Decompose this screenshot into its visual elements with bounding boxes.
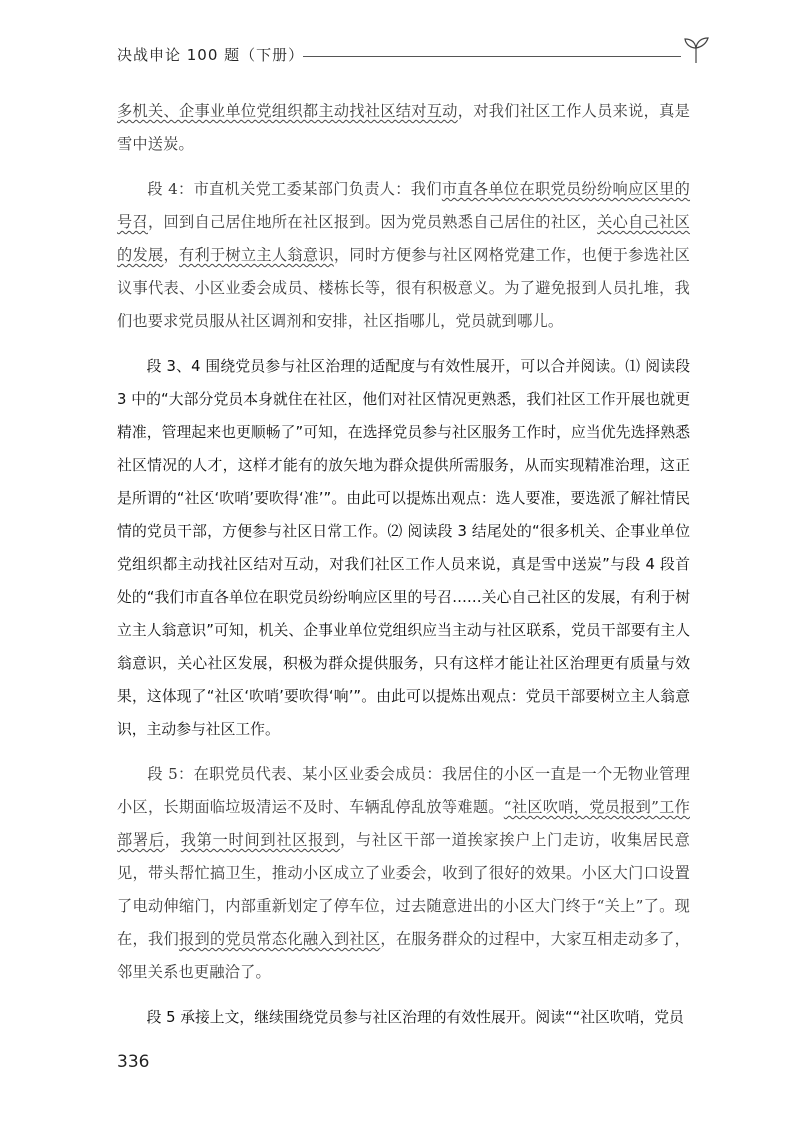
underlined-phrase: 市直各单位在职党员纷纷响应区里的号召 — [117, 180, 691, 231]
continued-paragraph — [117, 95, 690, 161]
underlined-phrase: 关心自己社区的发展 — [117, 213, 690, 264]
text-run: 段 5：在职党员代表、某小区业委会成员：我居住的小区一直是一个无物业管理小区，长期面临垃圾清运不及时、车辆乱停乱放等难题。 — [117, 765, 690, 816]
header-rule — [303, 56, 681, 57]
paragraph-5 — [117, 758, 690, 989]
text-run: ，在服务群众的过程中，大家互相走动多了，邻里关系也更融洽了。 — [117, 930, 690, 981]
running-header — [117, 36, 717, 66]
underlined-phrase: “社区吹哨，党员报到”工作部署后 — [117, 798, 690, 849]
text-run: ，与社区干部一道挨家挨户上门走访，收集居民意见，带头帮忙搞卫生，推动小区成立了业委会，收到了很好的效果。小区大门口设置了电动伸缩门，内部重新划定了停车位，过去随意进出的小区大门终于“关上”了。现在，我们 — [117, 831, 690, 948]
underlined-phrase: 我第一时间到社区报到 — [180, 831, 341, 849]
underlined-phrase: 多机关、企事业单位党组织都主动找社区结对互动 — [117, 102, 458, 120]
text-run: 段 4：市直机关党工委某部门负责人：我们 — [147, 180, 442, 198]
text-run: ，对我们社区工作人员来说，真是雪中送炭。 — [117, 102, 690, 153]
text-run: ，同时方便参与社区网格党建工作，也便于参选社区议事代表、小区业委会成员、楼栋长等，很有积极意义。为了避免报到人员扎堆，我们也要求党员服从社区调剂和安排，社区指哪儿，党员就到哪儿。 — [117, 246, 690, 330]
analysis-paragraph-2: 段 5 承接上文，继续围绕党员参与社区治理的有效性展开。阅读““社区吹哨，党员 — [146, 1009, 684, 1026]
page-body — [117, 95, 690, 1034]
book-title: 决战申论 100 题（下册） — [117, 46, 305, 64]
text-run: ，回到自己居住地所在社区报到。因为党员熟悉自己居住的社区， — [147, 213, 598, 231]
text-run: ， — [164, 831, 181, 849]
text-run: ， — [163, 246, 179, 264]
underlined-phrase: 有利于树立主人翁意识 — [178, 246, 334, 264]
analysis-paragraph-1: 段 3、4 围绕党员参与社区治理的适配度与有效性展开，可以合并阅读。⑴ 阅读段 3 中的“大部分党员本身就住在社区，他们对社区情况更熟悉，我们社区工作开展也就更精准，管理起来也更顺畅了”可知，在选择党员参与社区服务工作时，应当优先选择熟悉社区情况的人才，这样才能有的放矢地为群众提供所需服务，从而实现精准治理，这正是所谓的“社区‘吹哨’要吹得‘准’”。由此可以提炼出观点：选人要准，要选派了解社情民情的党员干部，方便参与社区日常工作。⑵ 阅读段 3 结尾处的“很多机关、企事业单位党组织都主动找社区结对互动，对我们社区工作人员来说，真是雪中送炭”与段 4 段首处的“我们市直各单位在职党员纷纷响应区里的号召……关心自己社区的发展，有利于树立主人翁意识”可知，机关、企事业单位党组织应当主动与社区联系，党员干部要有主人翁意识，关心社区发展，积极为群众提供服务，只有这样才能让社区治理更有质量与效果，这体现了“社区‘吹哨’要吹得‘响’”。由此可以提炼出观点：党员干部要树立主人翁意识，主动参与社区工作。 — [117, 358, 690, 738]
underlined-phrase: 报到的党员常态化融入到社区 — [178, 930, 381, 948]
paragraph-4 — [117, 173, 690, 338]
page-number: 336 — [117, 1052, 150, 1072]
sprout-icon — [681, 36, 711, 64]
